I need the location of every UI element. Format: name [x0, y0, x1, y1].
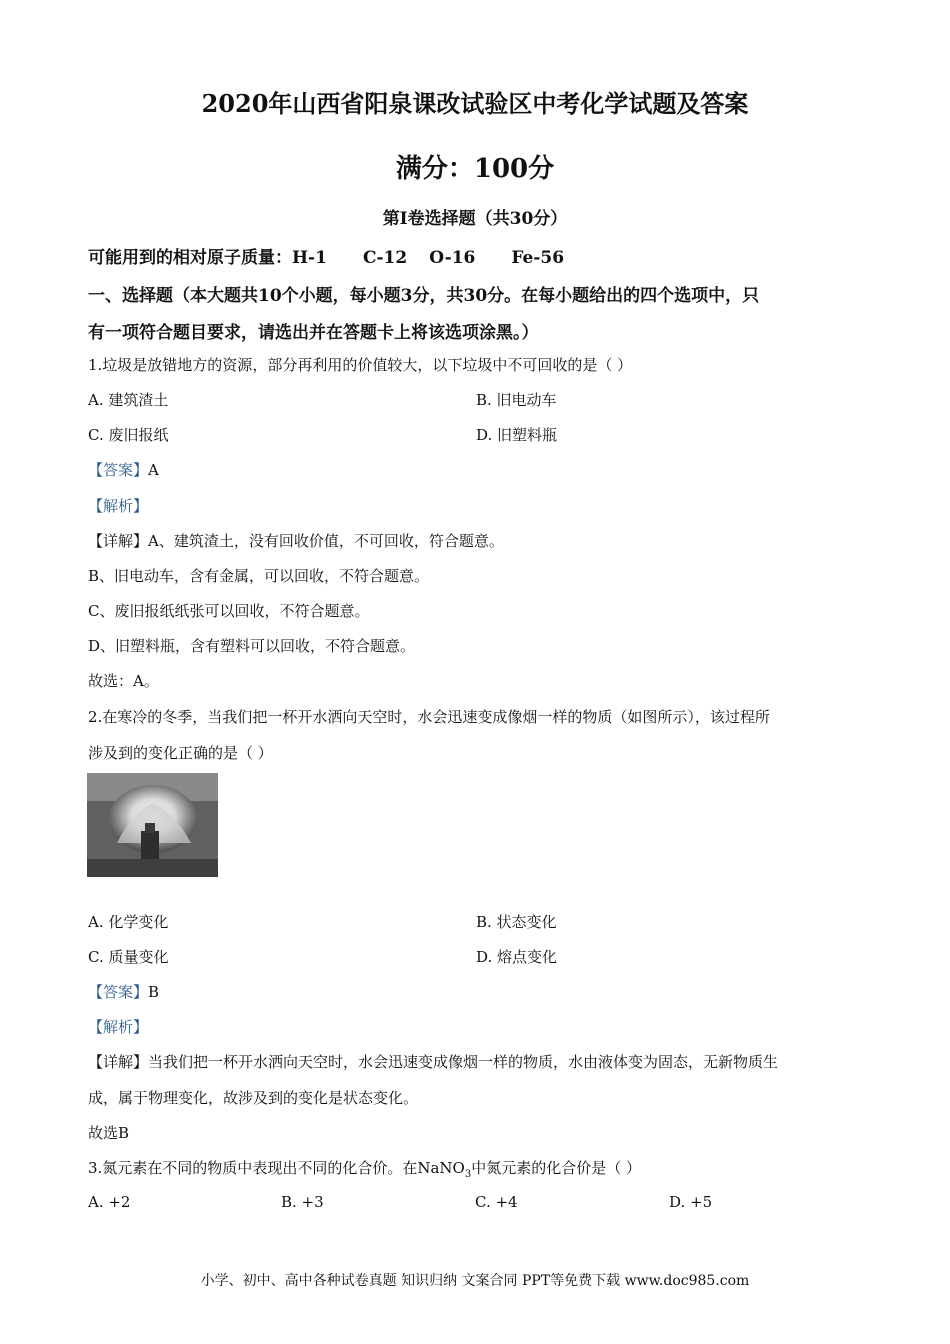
q1-option-a: A. 建筑渣土 — [88, 391, 169, 409]
section-heading-line-1: 一、选择题（本大题共10个小题，每小题3分，共30分。在每小题给出的四个选项中，只 — [88, 286, 760, 306]
q2-detail-text: 当我们把一杯开水洒向天空时，水会迅速变成像烟一样的物质，水由液体变为固态，无新物质生 — [148, 1053, 779, 1071]
q1-detail-line-1 — [88, 530, 504, 551]
atomic-mass-h: H-1 — [292, 248, 327, 268]
full-score: 满分：100分 — [395, 154, 555, 184]
q2-option-b: B. 状态变化 — [476, 913, 557, 931]
atomic-mass-fe: Fe-56 — [511, 248, 565, 268]
q3-stem-subscript: 3 — [464, 1169, 472, 1180]
q2-analysis-tag: 【解析】 — [88, 1018, 149, 1036]
q2-detail-tag: 【详解】 — [88, 1053, 149, 1071]
q1-stem: 1.垃圾是放错地方的资源，部分再利用的价值较大，以下垃圾中不可回收的是（ ） — [88, 356, 633, 374]
atomic-mass-label: 可能用到的相对原子质量： — [88, 248, 292, 268]
footer-text: 小学、初中、高中各种试卷真题 知识归纳 文案合同 PPT等免费下载 www.doc985.com — [200, 1273, 750, 1289]
q2-answer — [88, 981, 159, 1002]
q1-option-b: B. 旧电动车 — [476, 391, 557, 409]
q1-answer-value: A — [148, 461, 159, 479]
q2-detail-line-1 — [88, 1051, 778, 1072]
atomic-mass-o: O-16 — [429, 248, 476, 268]
section-title: 第Ⅰ卷选择题（共30分） — [382, 209, 568, 229]
q2-conclusion: 故选B — [88, 1124, 130, 1142]
q2-detail-line-2: 成，属于物理变化，故涉及到的变化是状态变化。 — [88, 1089, 419, 1107]
q1-answer — [88, 459, 159, 480]
q1-option-d: D. 旧塑料瓶 — [476, 426, 558, 444]
q3-option-a: A. +2 — [88, 1193, 131, 1211]
q1-answer-tag: 【答案】 — [88, 461, 149, 479]
q3-stem-post: 中氮元素的化合价是（ ） — [471, 1159, 641, 1177]
q3-option-c: C. +4 — [475, 1193, 518, 1211]
q2-option-c: C. 质量变化 — [88, 948, 169, 966]
q3-stem-pre: 3.氮元素在不同的物质中表现出不同的化合价。在NaNO — [88, 1159, 465, 1177]
q1-detail-tag: 【详解】 — [88, 532, 149, 550]
q2-option-d: D. 熔点变化 — [476, 948, 558, 966]
q1-detail-text: A、建筑渣土，没有回收价值，不可回收，符合题意。 — [148, 532, 504, 550]
q2-answer-value: B — [148, 983, 160, 1001]
q1-detail-line-3: C、废旧报纸纸张可以回收，不符合题意。 — [88, 602, 370, 620]
q1-analysis-tag: 【解析】 — [88, 497, 149, 515]
q1-conclusion: 故选：A。 — [88, 672, 159, 690]
q1-detail-line-4: D、旧塑料瓶，含有塑料可以回收，不符合题意。 — [88, 637, 416, 655]
q3-option-d: D. +5 — [669, 1193, 713, 1211]
question-photo — [87, 773, 218, 877]
atomic-mass-line — [88, 243, 564, 268]
q2-option-a: A. 化学变化 — [88, 913, 169, 931]
document-title: 2020年山西省阳泉课改试验区中考化学试题及答案 — [201, 89, 749, 118]
q2-stem-line-2: 涉及到的变化正确的是（ ） — [88, 744, 273, 762]
q1-detail-line-2: B、旧电动车，含有金属，可以回收，不符合题意。 — [88, 567, 430, 585]
q2-answer-tag: 【答案】 — [88, 983, 149, 1001]
q2-stem-line-1: 2.在寒冷的冬季，当我们把一杯开水洒向天空时，水会迅速变成像烟一样的物质（如图所示），该过程所 — [88, 708, 770, 726]
q1-option-c: C. 废旧报纸 — [88, 426, 169, 444]
atomic-mass-c: C-12 — [362, 248, 408, 268]
section-heading-line-2: 有一项符合题目要求，请选出并在答题卡上将该选项涂黑。） — [88, 323, 539, 343]
q3-stem — [88, 1157, 641, 1180]
q3-option-b: B. +3 — [281, 1193, 324, 1211]
